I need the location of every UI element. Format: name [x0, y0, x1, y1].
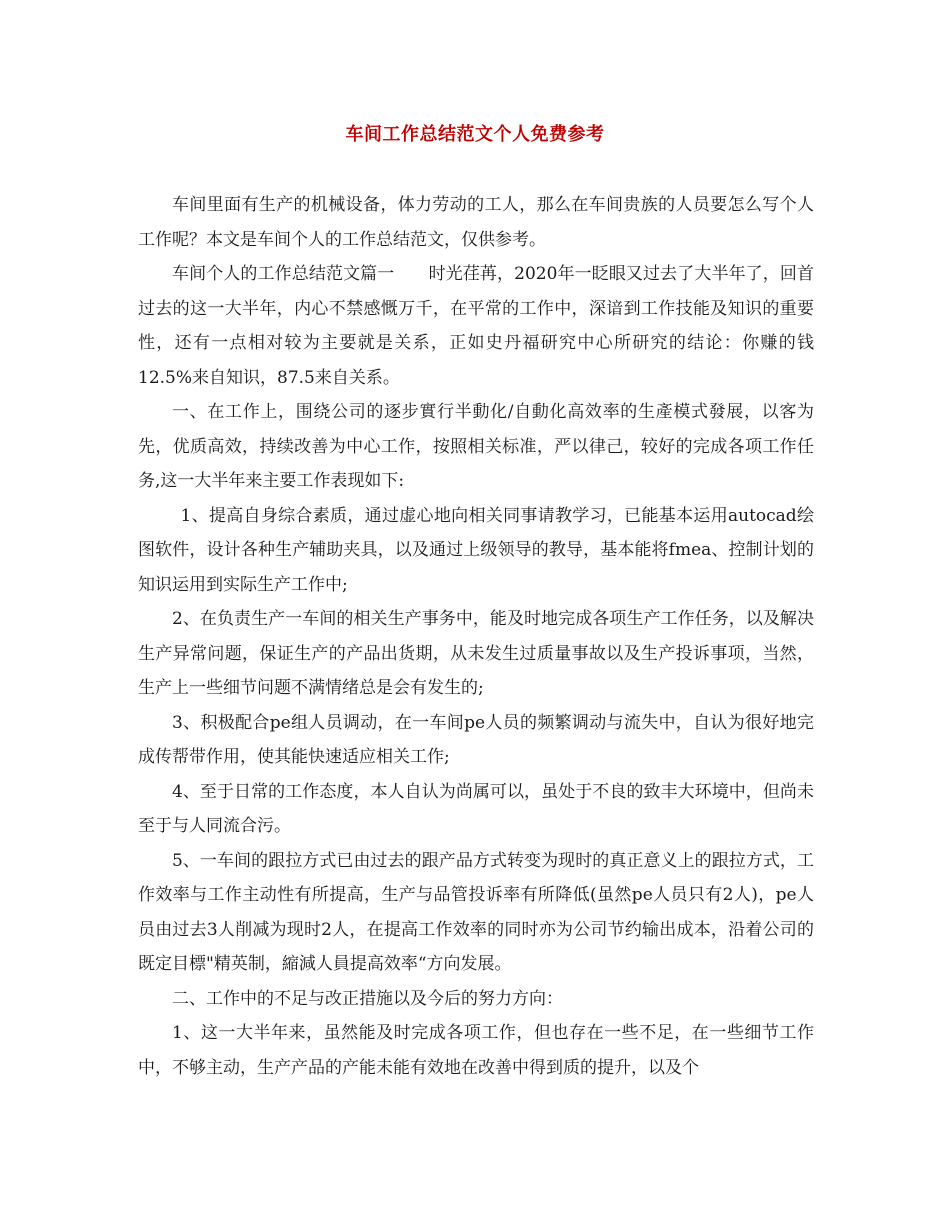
paragraph-essay-one: 车间个人的工作总结范文篇一 时光荏苒，2020年一眨眼又过去了大半年了，回首过去的这一大半年，内心不禁感慨万千，在平常的工作中，深谙到工作技能及知识的重要性，还有一点相对较为主要就是关系，正如史丹福研究中心所研究的结论：你赚的钱12.5%来自知识，87.5来自关系。 — [138, 264, 814, 388]
paragraph-section-one: 一、在工作上，围绕公司的逐步實行半動化/自動化高效率的生產模式發展，以客为先，优质高效，持续改善为中心工作，按照相关标准，严以律己，较好的完成各项工作任务,这一大半年来主要工作表现如下: — [138, 402, 814, 491]
document-title: 车间工作总结范文个人免费参考 — [345, 124, 605, 145]
paragraph-item-2: 2、在负责生产一车间的相关生产事务中，能及时地完成各项生产工作任务，以及解决生产异常问题，保证生产的产品出货期，从未发生过质量事故以及生产投诉事项，当然，生产上一些细节问题不满情绪总是会有发生的; — [138, 609, 814, 698]
paragraph-item-1: 1、提高自身综合素质，通过虚心地向相关同事请教学习，已能基本运用autocad绘图软件，设计各种生产辅助夹具，以及通过上级领导的教导，基本能将fmea、控制计划的知识运用到实际生产工作中; — [138, 505, 814, 595]
paragraph-intro: 车间里面有生产的机械设备，体力劳动的工人，那么在车间贵族的人员要怎么写个人工作呢？本文是车间个人的工作总结范文，仅供参考。 — [138, 195, 814, 250]
paragraph-section-two-item-1: 1、这一大半年来，虽然能及时完成各项工作，但也存在一些不足，在一些细节工作中，不够主动，生产产品的产能未能有效地在改善中得到质的提升，以及个 — [138, 1023, 814, 1078]
paragraph-item-4: 4、至于日常的工作态度，本人自认为尚属可以，虽处于不良的致丰大环境中，但尚未至于与人同流合污。 — [138, 781, 814, 836]
paragraph-section-two: 二、工作中的不足与改正措施以及今后的努力方向： — [172, 988, 563, 1009]
paragraph-item-3: 3、积极配合pe组人员调动，在一车间pe人员的频繁调动与流失中，自认为很好地完成传帮带作用，使其能快速适应相关工作; — [138, 712, 814, 767]
paragraph-item-5: 5、一车间的跟拉方式已由过去的跟产品方式转变为现时的真正意义上的跟拉方式，工作效率与工作主动性有所提高，生产与品管投诉率有所降低(虽然pe人员只有2人)，pe人员由过去3人削减为现时2人，在提高工作效率的同时亦为公司节约输出成本，沿着公司的既定目標"精英制，縮減人員提高效率“方向发展。 — [138, 850, 814, 974]
document-body — [138, 188, 814, 1085]
